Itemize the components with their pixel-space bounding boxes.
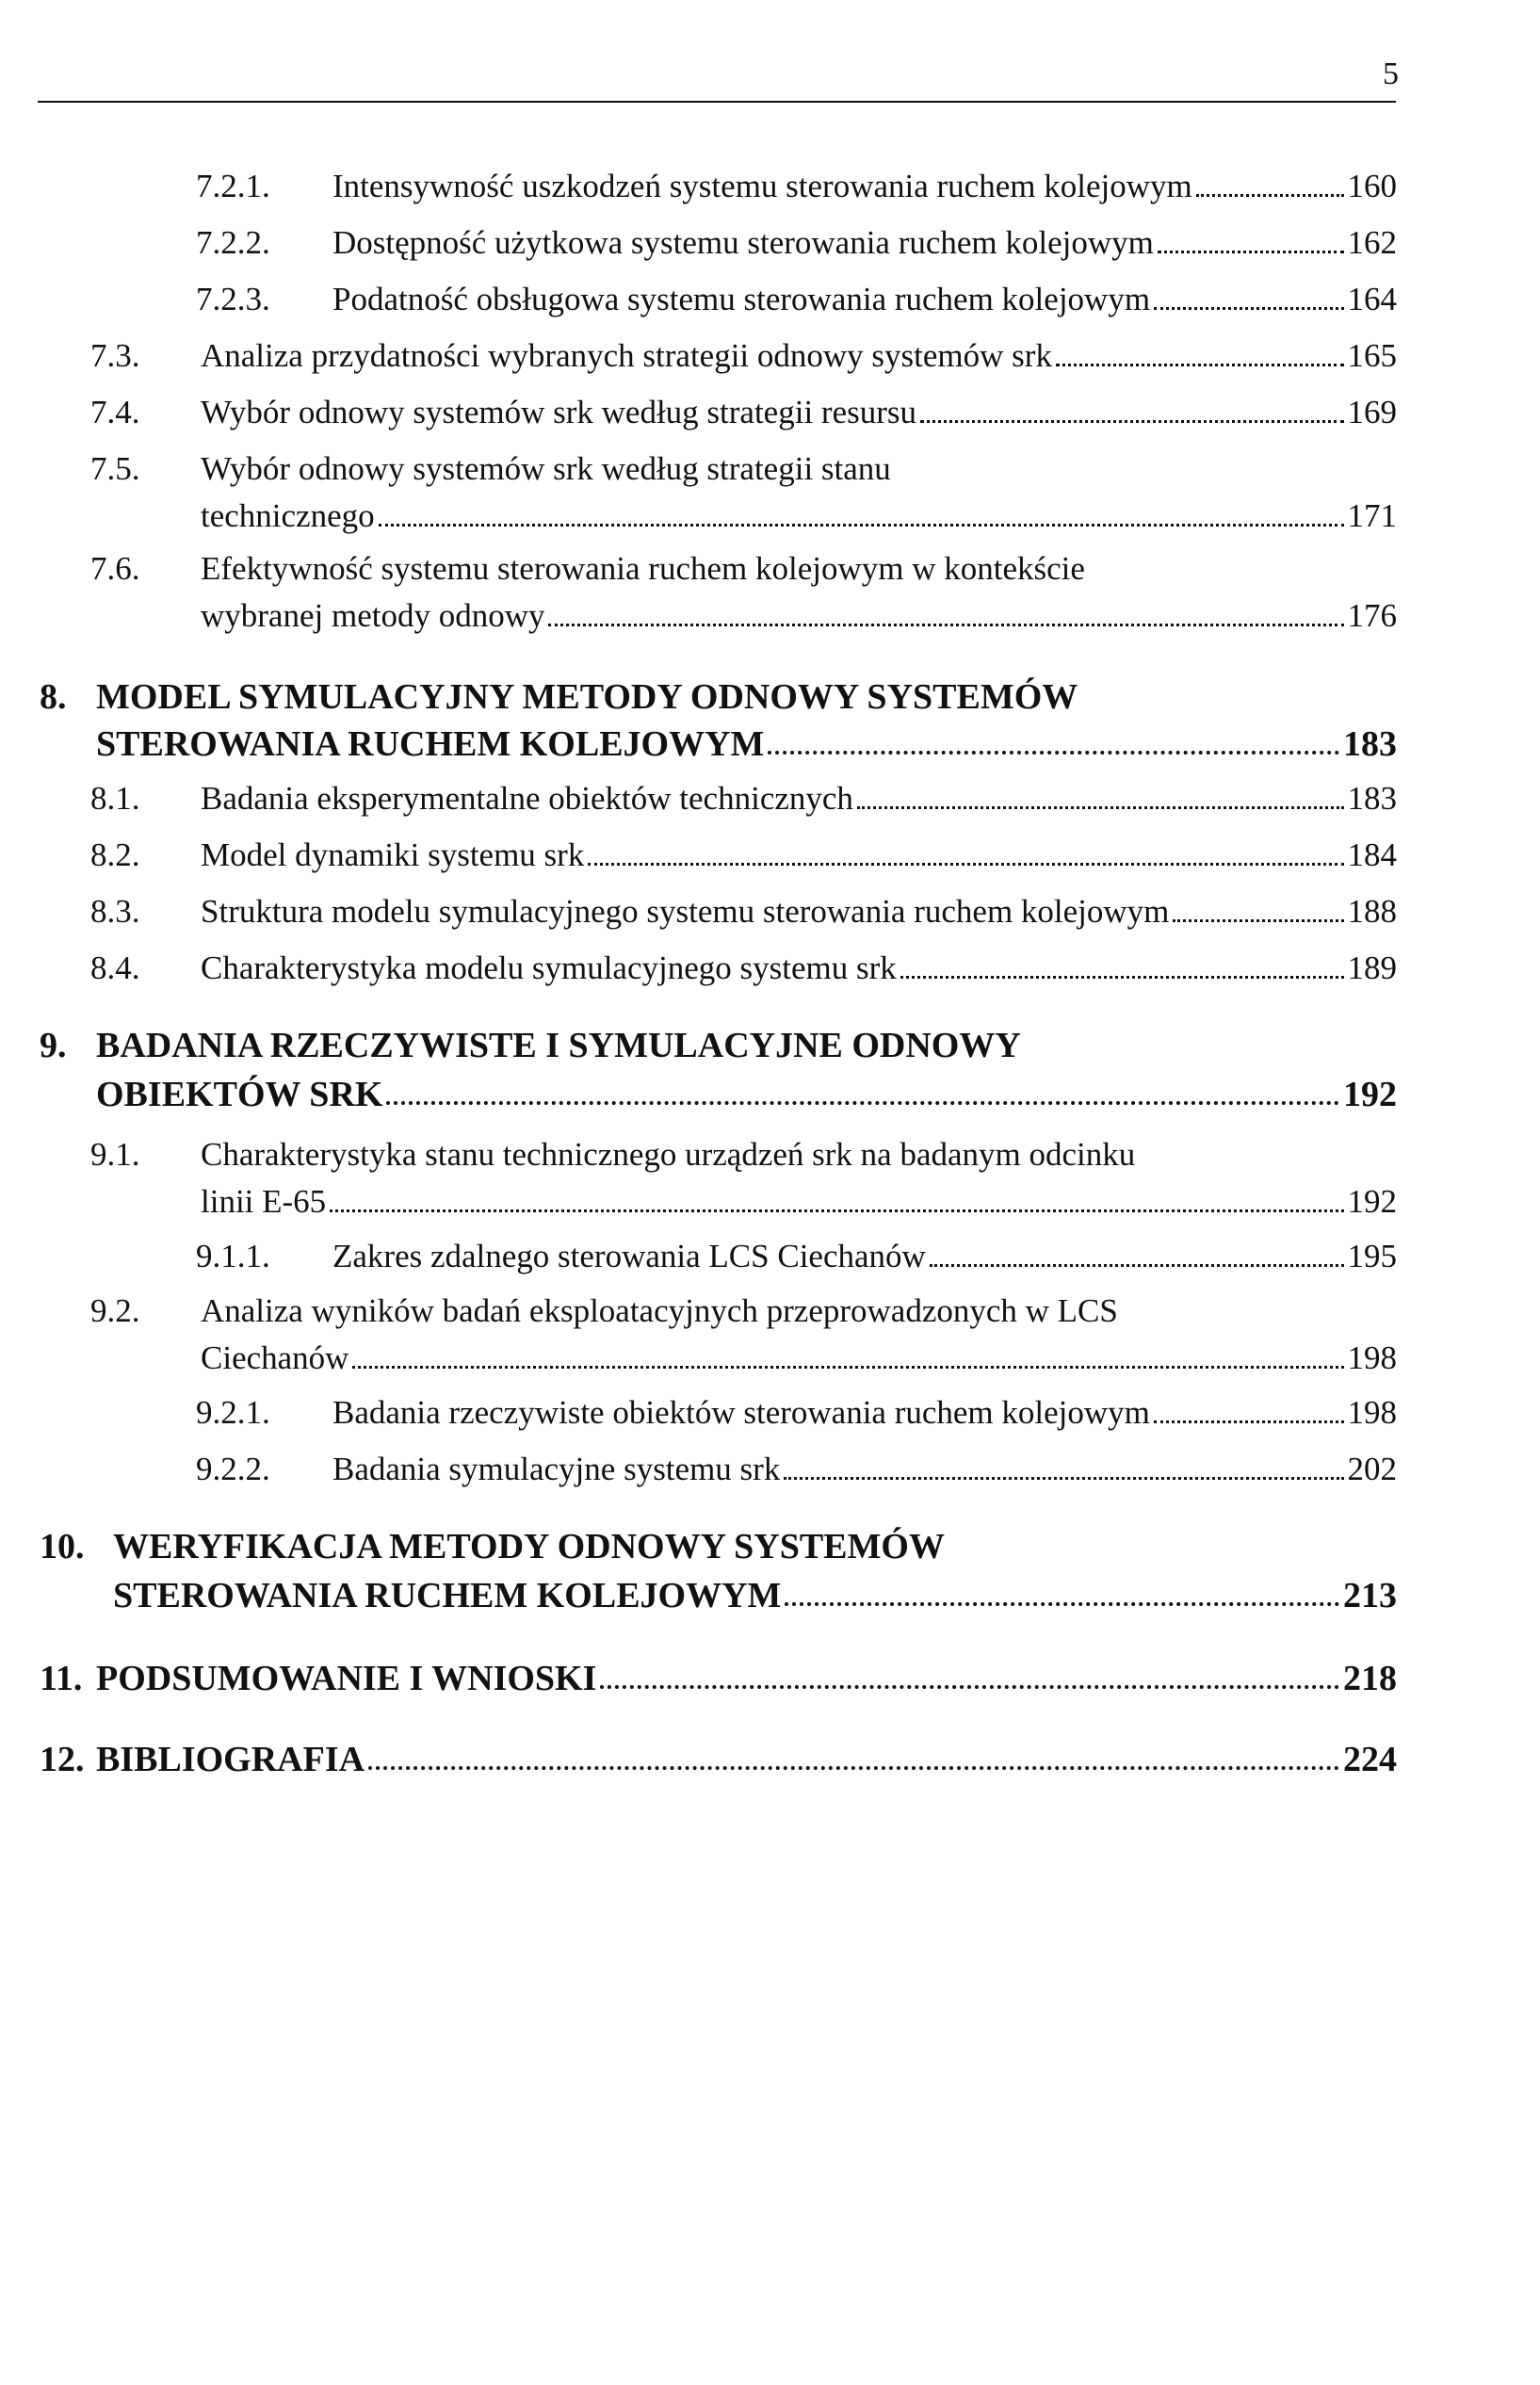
toc-entry-page: 183 bbox=[1347, 780, 1397, 817]
toc-chapter-8[interactable] bbox=[40, 676, 1078, 718]
toc-entry-page: 162 bbox=[1347, 224, 1397, 261]
toc-entry-title-line1: Analiza wyników badań eksploatacyjnych przeprowadzonych w LCS bbox=[201, 1292, 1118, 1329]
toc-chapter-title: BIBLIOGRAFIA bbox=[96, 1740, 365, 1779]
toc-chapter-title-line1: BADANIA RZECZYWISTE I SYMULACYJNE ODNOWY bbox=[96, 1026, 1021, 1065]
toc-chapter-9-continuation[interactable] bbox=[96, 1074, 1397, 1115]
toc-entry-number: 7.2.3. bbox=[196, 281, 270, 317]
dot-leader bbox=[352, 1362, 1343, 1369]
toc-entry-8-2[interactable] bbox=[90, 835, 1397, 876]
page-number: 5 bbox=[1383, 57, 1399, 91]
header-rule bbox=[38, 101, 1396, 103]
dot-leader bbox=[785, 1598, 1339, 1606]
toc-entry-title: Struktura modelu symulacyjnego systemu sterowania ruchem kolejowym bbox=[201, 893, 1170, 930]
dot-leader bbox=[1173, 916, 1343, 922]
toc-entry-title: Badania rzeczywiste obiektów sterowania ruchem kolejowym bbox=[332, 1394, 1150, 1431]
dot-leader bbox=[857, 803, 1344, 809]
toc-entry-7-6[interactable] bbox=[90, 548, 1085, 590]
toc-entry-number: 8.1. bbox=[90, 780, 140, 817]
toc-entry-9-1-continuation[interactable] bbox=[201, 1181, 1397, 1223]
toc-entry-title-line1: Efektywność systemu sterowania ruchem kolejowym w kontekście bbox=[201, 550, 1085, 587]
dot-leader bbox=[930, 1260, 1344, 1267]
toc-entry-page: 169 bbox=[1347, 394, 1397, 430]
toc-chapter-page: 183 bbox=[1343, 724, 1397, 764]
dot-leader bbox=[379, 520, 1344, 527]
toc-entry-9-1[interactable] bbox=[90, 1134, 1135, 1176]
toc-entry-title-line1: Charakterystyka stanu technicznego urządzeń srk na badanym odcinku bbox=[201, 1136, 1136, 1173]
dot-leader bbox=[1154, 1417, 1344, 1423]
toc-entry-page: 202 bbox=[1347, 1451, 1397, 1487]
toc-entry-page: 184 bbox=[1347, 836, 1397, 873]
toc-entry-number: 9.1.1. bbox=[196, 1238, 270, 1274]
toc-entry-number: 8.4. bbox=[90, 949, 140, 986]
toc-entry-number: 9.1. bbox=[90, 1136, 140, 1173]
toc-chapter-10[interactable] bbox=[40, 1526, 945, 1567]
toc-entry-7-5-continuation[interactable] bbox=[201, 495, 1397, 537]
toc-chapter-9[interactable] bbox=[40, 1025, 1021, 1066]
toc-entry-9-2[interactable] bbox=[90, 1290, 1118, 1332]
dot-leader bbox=[386, 1097, 1339, 1105]
toc-entry-7-2-2[interactable] bbox=[196, 222, 1397, 264]
toc-entry-page: 188 bbox=[1347, 893, 1397, 930]
toc-entry-number: 8.2. bbox=[90, 836, 140, 873]
toc-entry-9-2-2[interactable] bbox=[196, 1449, 1397, 1490]
toc-entry-title-line2: wybranej metody odnowy bbox=[201, 597, 545, 634]
toc-entry-title: Wybór odnowy systemów srk według strategii resursu bbox=[201, 394, 917, 430]
toc-entry-7-5[interactable] bbox=[90, 448, 891, 490]
dot-leader bbox=[784, 1473, 1343, 1480]
toc-entry-page: 164 bbox=[1347, 281, 1397, 317]
toc-entry-page: 165 bbox=[1347, 337, 1397, 374]
toc-entry-title-line2: linii E-65 bbox=[201, 1183, 327, 1220]
toc-chapter-title-line2: STEROWANIA RUCHEM KOLEJOWYM bbox=[113, 1576, 782, 1615]
toc-chapter-number: 8. bbox=[40, 677, 67, 717]
toc-entry-title: Badania symulacyjne systemu srk bbox=[332, 1451, 781, 1487]
dot-leader bbox=[368, 1762, 1339, 1770]
toc-entry-title: Podatność obsługowa systemu sterowania ruchem kolejowym bbox=[332, 281, 1151, 317]
dot-leader bbox=[600, 1681, 1339, 1689]
toc-chapter-number: 9. bbox=[40, 1026, 67, 1065]
toc-entry-page: 171 bbox=[1347, 497, 1397, 534]
dot-leader bbox=[920, 416, 1343, 423]
toc-entry-8-1[interactable] bbox=[90, 778, 1397, 819]
dot-leader bbox=[588, 859, 1343, 866]
toc-entry-title: Badania eksperymentalne obiektów technicznych bbox=[201, 780, 853, 817]
toc-entry-page: 198 bbox=[1347, 1394, 1397, 1431]
toc-chapter-8-continuation[interactable] bbox=[96, 723, 1397, 765]
toc-chapter-number: 12. bbox=[40, 1740, 85, 1779]
toc-entry-9-1-1[interactable] bbox=[196, 1236, 1397, 1277]
toc-entry-8-4[interactable] bbox=[90, 948, 1397, 989]
toc-chapter-page: 192 bbox=[1343, 1075, 1397, 1114]
toc-chapter-title-line1: WERYFIKACJA METODY ODNOWY SYSTEMÓW bbox=[113, 1527, 945, 1566]
dot-leader bbox=[1196, 190, 1344, 197]
toc-entry-number: 9.2.1. bbox=[196, 1394, 270, 1431]
toc-entry-title: Analiza przydatności wybranych strategii odnowy systemów srk bbox=[201, 337, 1052, 374]
toc-chapter-page: 218 bbox=[1343, 1659, 1397, 1698]
toc-entry-number: 7.3. bbox=[90, 337, 140, 374]
toc-entry-7-2-1[interactable] bbox=[196, 166, 1397, 207]
toc-entry-page: 195 bbox=[1347, 1238, 1397, 1274]
toc-entry-7-3[interactable] bbox=[90, 335, 1397, 377]
toc-entry-title-line2: Ciechanów bbox=[201, 1339, 349, 1376]
dot-leader bbox=[1154, 303, 1343, 310]
dot-leader bbox=[1158, 247, 1344, 253]
toc-entry-number: 9.2.2. bbox=[196, 1451, 270, 1487]
toc-entry-title: Dostępność użytkowa systemu sterowania ruchem kolejowym bbox=[332, 224, 1154, 261]
toc-entry-title: Zakres zdalnego sterowania LCS Ciechanów bbox=[332, 1238, 926, 1274]
toc-entry-page: 198 bbox=[1347, 1339, 1397, 1376]
toc-chapter-title-line2: STEROWANIA RUCHEM KOLEJOWYM bbox=[96, 724, 765, 764]
toc-entry-9-2-continuation[interactable] bbox=[201, 1338, 1397, 1379]
toc-entry-8-3[interactable] bbox=[90, 891, 1397, 933]
toc-chapter-title-line1: MODEL SYMULACYJNY METODY ODNOWY SYSTEMÓW bbox=[96, 677, 1078, 717]
toc-entry-title: Charakterystyka modelu symulacyjnego systemu srk bbox=[201, 949, 897, 986]
toc-chapter-title: PODSUMOWANIE I WNIOSKI bbox=[96, 1659, 597, 1698]
toc-entry-number: 7.2.1. bbox=[196, 168, 270, 204]
toc-entry-number: 8.3. bbox=[90, 893, 140, 930]
toc-entry-title: Model dynamiki systemu srk bbox=[201, 836, 585, 873]
toc-entry-page: 189 bbox=[1347, 949, 1397, 986]
toc-entry-title-line1: Wybór odnowy systemów srk według strategii stanu bbox=[201, 450, 891, 487]
toc-entry-page: 160 bbox=[1347, 168, 1397, 204]
dot-leader bbox=[1056, 360, 1344, 366]
toc-chapter-11[interactable] bbox=[40, 1658, 1397, 1699]
dot-leader bbox=[768, 747, 1339, 754]
toc-entry-7-6-continuation[interactable] bbox=[201, 595, 1397, 637]
toc-chapter-title-line2: OBIEKTÓW SRK bbox=[96, 1075, 383, 1114]
toc-entry-title-line2: technicznego bbox=[201, 497, 375, 534]
toc-chapter-number: 10. bbox=[40, 1527, 85, 1566]
toc-entry-number: 7.5. bbox=[90, 450, 140, 487]
toc-chapter-page: 224 bbox=[1343, 1740, 1397, 1779]
toc-chapter-10-continuation[interactable] bbox=[113, 1575, 1397, 1616]
toc-entry-7-4[interactable] bbox=[90, 392, 1397, 433]
toc-entry-title: Intensywność uszkodzeń systemu sterowania ruchem kolejowym bbox=[332, 168, 1192, 204]
toc-entry-number: 7.2.2. bbox=[196, 224, 270, 261]
toc-entry-page: 176 bbox=[1347, 597, 1397, 634]
toc-entry-7-2-3[interactable] bbox=[196, 279, 1397, 320]
toc-entry-number: 7.4. bbox=[90, 394, 140, 430]
dot-leader bbox=[900, 972, 1344, 979]
dot-leader bbox=[548, 620, 1343, 626]
toc-entry-number: 7.6. bbox=[90, 550, 140, 587]
toc-entry-number: 9.2. bbox=[90, 1292, 140, 1329]
dot-leader bbox=[330, 1206, 1343, 1212]
toc-chapter-number: 11. bbox=[40, 1659, 83, 1698]
toc-chapter-page: 213 bbox=[1343, 1576, 1397, 1615]
toc-entry-page: 192 bbox=[1347, 1183, 1397, 1220]
toc-chapter-12[interactable] bbox=[40, 1739, 1397, 1780]
toc-entry-9-2-1[interactable] bbox=[196, 1392, 1397, 1434]
